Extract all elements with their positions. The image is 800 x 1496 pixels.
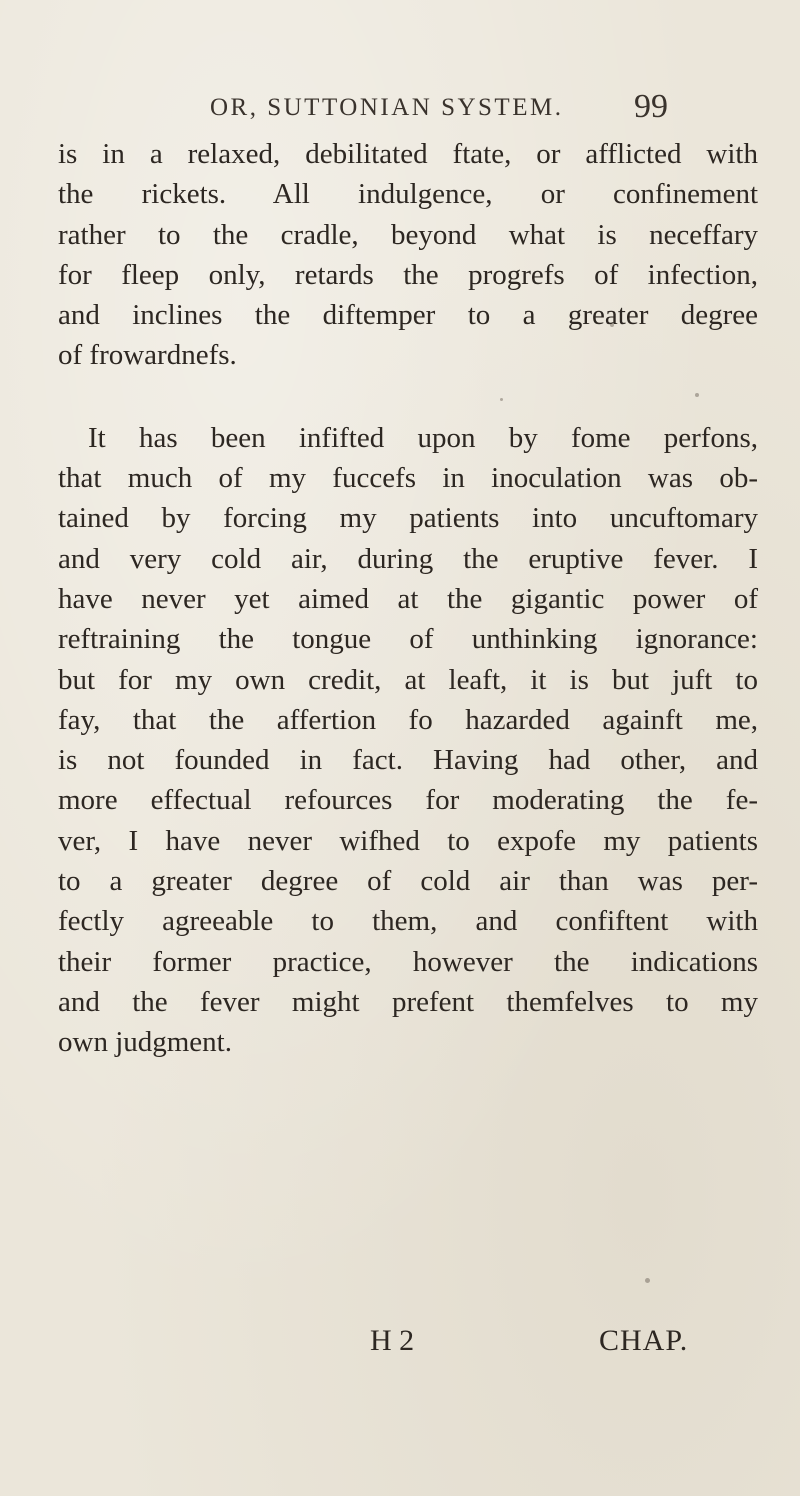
signature-mark: H 2	[370, 1324, 415, 1357]
text-line: fay, that the affertion fo hazarded againft me,	[58, 703, 758, 736]
text-line: rather to the cradle, beyond what is neceffary	[58, 218, 758, 251]
text-line: ver, I have never wifhed to expofe my patients	[58, 824, 758, 857]
text-line: more effectual refources for moderating the fe-	[58, 784, 758, 817]
text-line: to a greater degree of cold air than was per-	[58, 865, 758, 898]
text-line: is not founded in fact. Having had other, and	[58, 744, 758, 777]
text-line: is in a relaxed, debilitated ftate, or afflicted with	[58, 138, 758, 170]
text-line: It has been infifted upon by fome perfons,	[88, 421, 758, 454]
text-line: for fleep only, retards the progrefs of infection,	[58, 258, 758, 291]
text-line: and inclines the diftemper to a greater degree	[58, 299, 758, 332]
page-number: 99	[634, 88, 668, 125]
paper-speck	[500, 398, 503, 401]
text-line: that much of my fuccefs in inoculation was ob-	[58, 462, 758, 495]
page-footer	[0, 1324, 800, 1374]
text-line: have never yet aimed at the gigantic power of	[58, 582, 758, 615]
body-text	[58, 134, 758, 1063]
text-line: tained by forcing my patients into uncuftomary	[58, 502, 758, 535]
text-line: of frowardnefs.	[58, 339, 237, 372]
text-line: but for my own credit, at leaft, it is but juft to	[58, 663, 758, 696]
text-line: their former practice, however the indications	[58, 945, 758, 978]
catchword: CHAP.	[599, 1324, 689, 1357]
paragraph-2	[58, 418, 758, 1063]
paper-speck	[610, 323, 614, 327]
running-head	[0, 78, 800, 138]
paper-speck	[645, 1278, 650, 1283]
text-line: fectly agreeable to them, and confiftent with	[58, 905, 758, 938]
text-line: reftraining the tongue of unthinking ignorance:	[58, 623, 758, 656]
paragraph-gap	[58, 376, 758, 418]
text-line: and very cold air, during the eruptive fever. I	[58, 542, 758, 575]
running-title: OR, SUTTONIAN SYSTEM.	[210, 94, 564, 121]
paper-speck	[695, 393, 699, 397]
text-line: own judgment.	[58, 1026, 232, 1059]
paragraph-1	[58, 134, 758, 376]
text-line: and the fever might prefent themfelves to my	[58, 985, 758, 1018]
text-line: the rickets. All indulgence, or confinement	[58, 178, 758, 211]
